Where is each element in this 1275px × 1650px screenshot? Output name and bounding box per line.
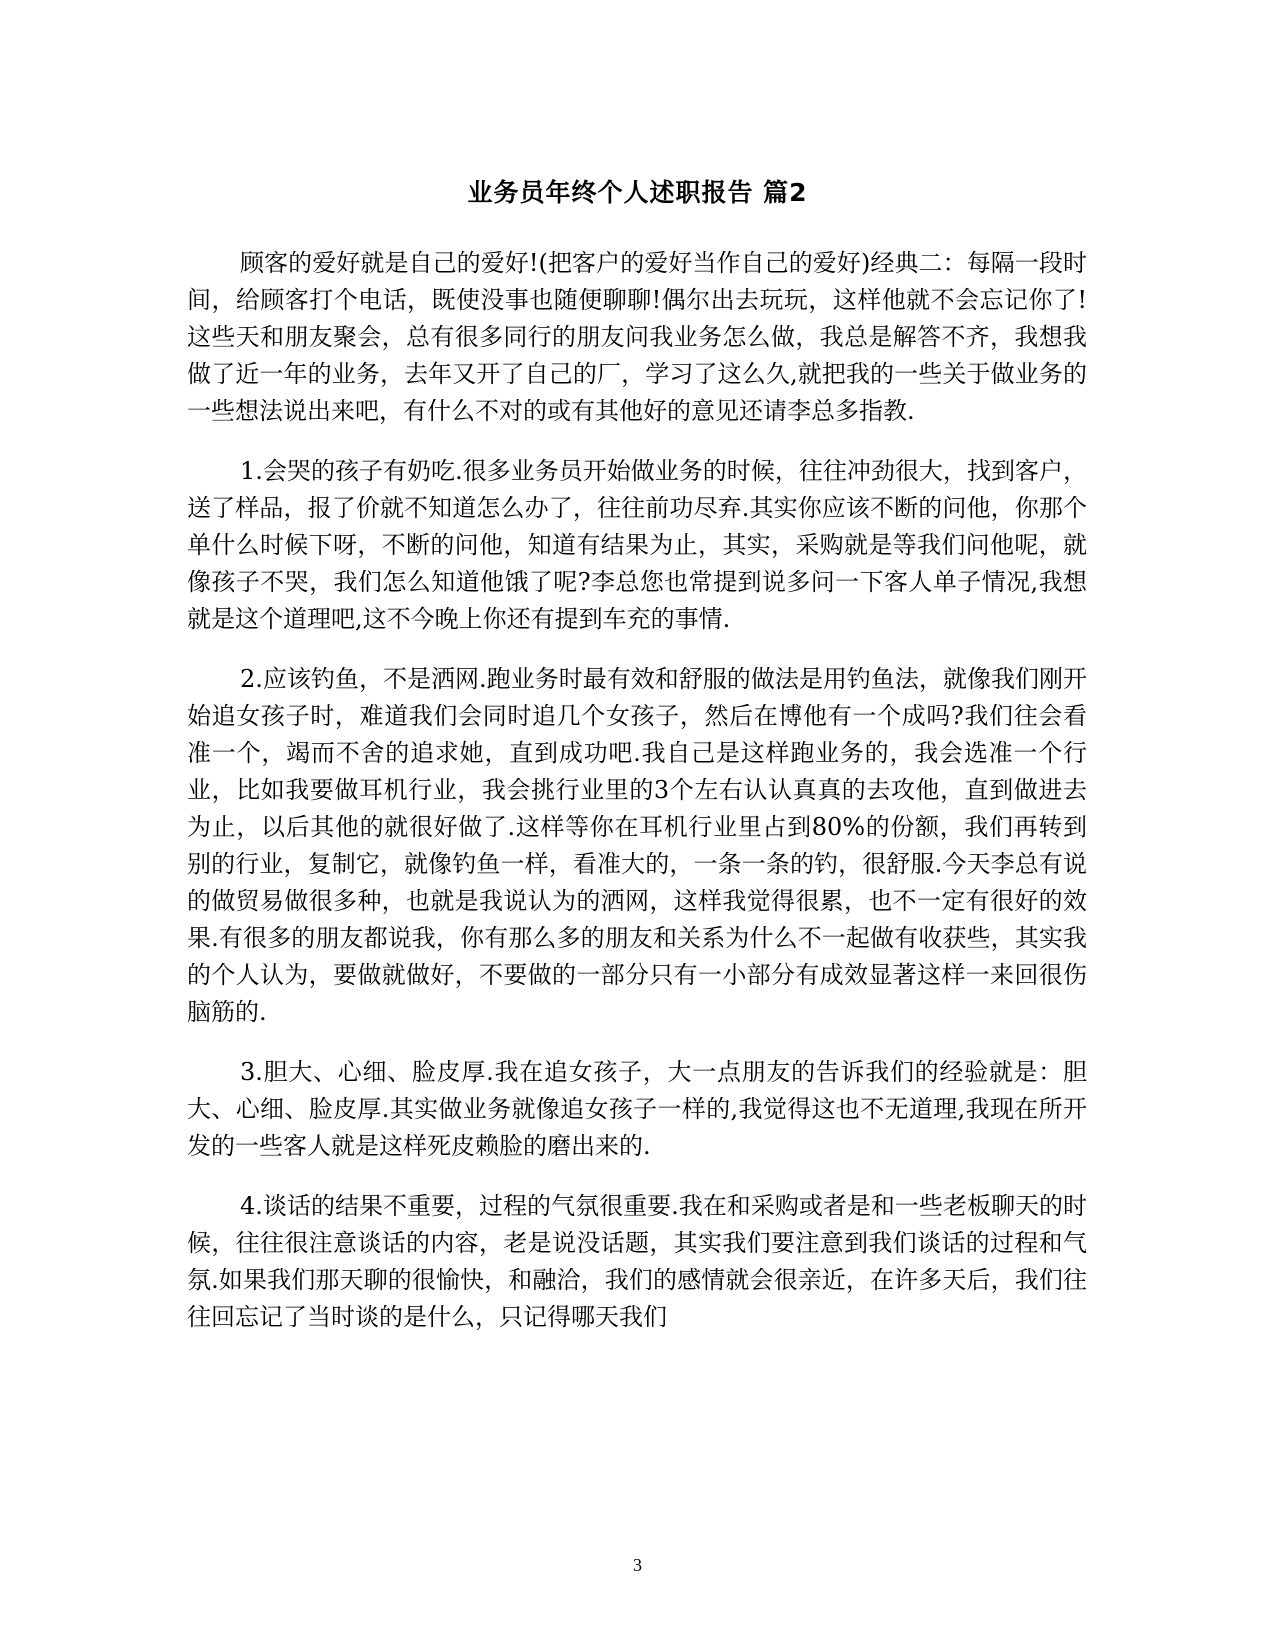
- paragraph-point-4: 4.谈话的结果不重要，过程的气氛很重要.我在和采购或者是和一些老板聊天的时候，往往很注意谈话的内容，老是说没话题，其实我们要注意到我们谈话的过程和气氛.如果我们那天聊的很愉快，和融洽，我们的感情就会很亲近，在许多天后，我们往往回忘记了当时谈的是什么，只记得哪天我们: [187, 1192, 1087, 1331]
- paragraph-point-3: 3.胆大、心细、脸皮厚.我在追女孩子，大一点朋友的告诉我们的经验就是：胆大、心细、脸皮厚.其实做业务就像追女孩子一样的,我觉得这也不无道理,我现在所开发的一些客人就是这样死皮赖脸的磨出来的.: [187, 1058, 1087, 1160]
- paragraph-point-1: 1.会哭的孩子有奶吃.很多业务员开始做业务的时候，往往冲劲很大，找到客户，送了样品，报了价就不知道怎么办了，往往前功尽弃.其实你应该不断的问他，你那个单什么时候下呀，不断的问他，知道有结果为止，其实，采购就是等我们问他呢，就像孩子不哭，我们怎么知道他饿了呢?李总您也常提到说多问一下客人单子情况,我想就是这个道理吧,这不今晚上你还有提到车充的事情.: [187, 457, 1087, 633]
- document-title: 业务员年终个人述职报告 篇2: [467, 178, 808, 207]
- paragraph-point-2: 2.应该钓鱼，不是洒网.跑业务时最有效和舒服的做法是用钓鱼法，就像我们刚开始追女孩子时，难道我们会同时追几个女孩子，然后在博他有一个成吗?我们往会看准一个，竭而不舍的追求她，直到成功吧.我自己是这样跑业务的，我会选准一个行业，比如我要做耳机行业，我会挑行业里的3个左右认认真真的去攻他，直到做进去为止，以后其他的就很好做了.这样等你在耳机行业里占到80%的份额，我们再转到别的行业，复制它，就像钓鱼一样，看准大的，一条一条的钓，很舒服.今天李总有说的做贸易做很多种，也就是我说认为的洒网，这样我觉得很累，也不一定有很好的效果.有很多的朋友都说我，你有那么多的朋友和关系为什么不一起做有收获些，其实我的个人认为，要做就做好，不要做的一部分只有一小部分有成效显著这样一来回很伤脑筋的.: [187, 665, 1087, 1026]
- page-number: 3: [633, 1555, 642, 1575]
- paragraph-intro: 顾客的爱好就是自己的爱好!(把客户的爱好当作自己的爱好)经典二：每隔一段时间，给顾客打个电话，既使没事也随便聊聊!偶尔出去玩玩，这样他就不会忘记你了!这些天和朋友聚会，总有很多同行的朋友问我业务怎么做，我总是解答不齐，我想我做了近一年的业务，去年又开了自己的厂，学习了这么久,就把我的一些关于做业务的一些想法说出来吧，有什么不对的或有其他好的意见还请李总多指教.: [187, 249, 1087, 425]
- document-body: [187, 245, 1087, 1359]
